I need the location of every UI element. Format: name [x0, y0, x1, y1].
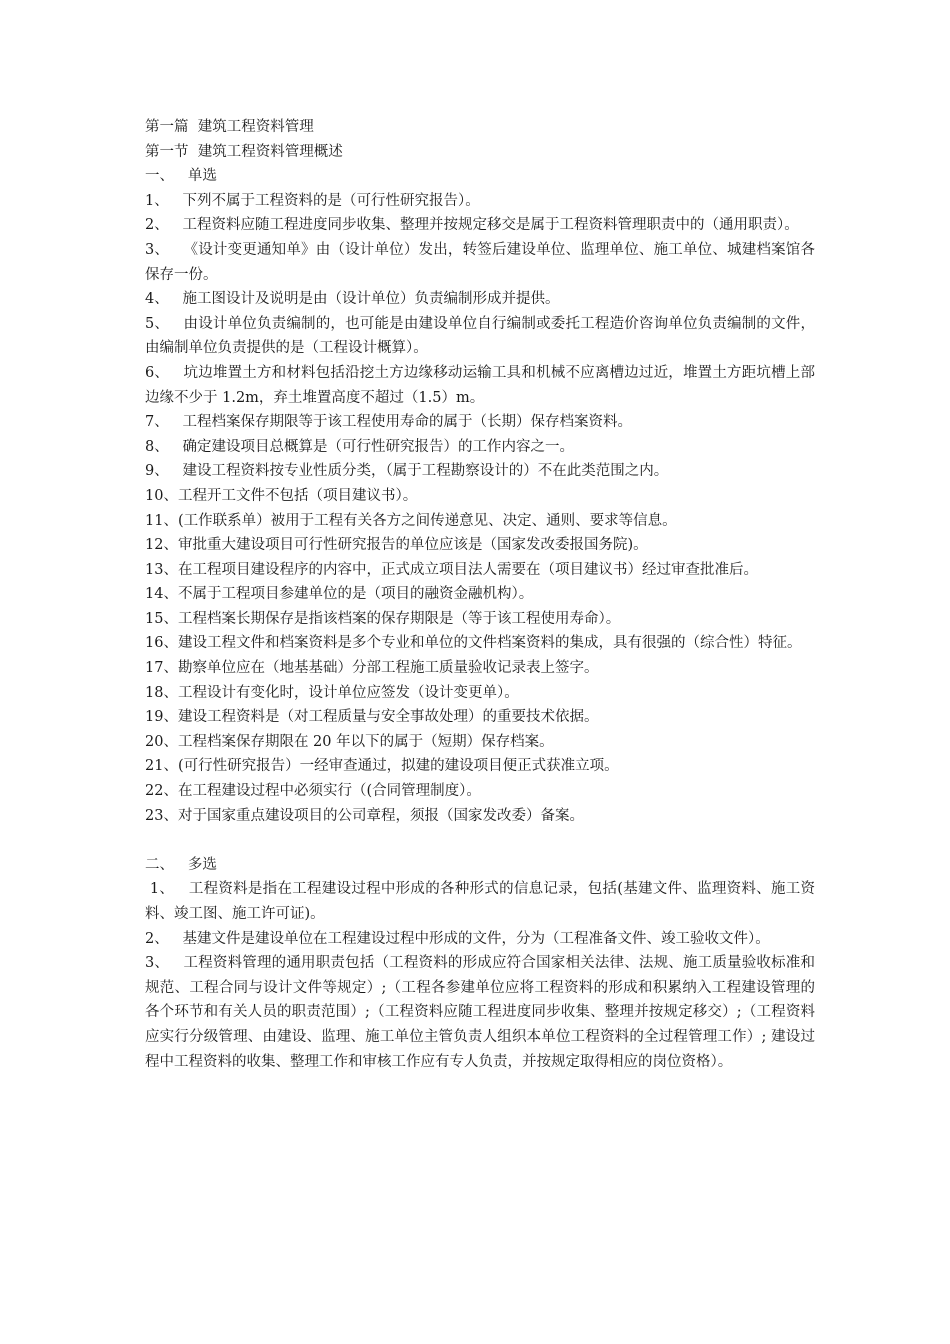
- single-choice-heading: 一、 单选: [145, 168, 217, 185]
- question-item: 4、 施工图设计及说明是由（设计单位）负责编制形成并提供。: [145, 291, 560, 308]
- question-item: 2、 基建文件是建设单位在工程建设过程中形成的文件，分为（工程准备文件、竣工验收文件）。: [145, 930, 770, 947]
- question-item: 17、勘察单位应在（地基基础）分部工程施工质量验收记录表上签字。: [145, 660, 599, 677]
- question-item: 21、(可行性研究报告）一经审查通过，拟建的建设项目便正式获准立项。: [145, 758, 619, 775]
- question-item: 20、工程档案保存期限在 20 年以下的属于（短期）保存档案。: [145, 733, 554, 750]
- question-item: 6、 坑边堆置土方和材料包括沿挖土方边缘移动运输工具和机械不应离槽边过近，堆置土方距坑槽上部边缘不少于 1.2m，弃土堆置高度不超过（1.5）m。: [145, 364, 815, 406]
- question-item: 11、(工作联系单）被用于工程有关各方之间传递意见、决定、通则、要求等信息。: [145, 512, 677, 529]
- question-item: 5、 由设计单位负责编制的，也可能是由建设单位自行编制或委托工程造价咨询单位负责编制的文件，由编制单位负责提供的是（工程设计概算）。: [145, 315, 815, 357]
- question-item: 9、 建设工程资料按专业性质分类，（属于工程勘察设计的）不在此类范围之内。: [145, 463, 669, 480]
- question-item: 2、 工程资料应随工程进度同步收集、整理并按规定移交是属于工程资料管理职责中的（通用职责）。: [145, 217, 799, 234]
- question-item: 16、建设工程文件和档案资料是多个专业和单位的文件档案资料的集成，具有很强的（综合性）特征。: [145, 635, 802, 652]
- question-item: 14、不属于工程项目参建单位的是（项目的融资金融机构）。: [145, 586, 534, 603]
- question-item: 22、在工程建设过程中必须实行（(合同管理制度）。: [145, 783, 481, 800]
- question-item: 13、在工程项目建设程序的内容中，正式成立项目法人需要在（项目建议书）经过审查批准后。: [145, 561, 758, 578]
- question-item: 19、建设工程资料是（对工程质量与安全事故处理）的重要技术依据。: [145, 709, 599, 726]
- question-item: 3、 《设计变更通知单》由（设计单位）发出，转签后建设单位、监理单位、施工单位、城建档案馆各保存一份。: [145, 241, 815, 283]
- question-item: 7、 工程档案保存期限等于该工程使用寿命的属于（长期）保存档案资料。: [145, 414, 633, 431]
- question-item: 10、工程开工文件不包括（项目建议书）。: [145, 487, 418, 504]
- document-page: [145, 115, 815, 1074]
- question-item: 3、 工程资料管理的通用职责包括（工程资料的形成应符合国家相关法律、法规、施工质量验收标准和规范、工程合同与设计文件等规定）;（工程各参建单位应将工程资料的形成和积累纳入工程建设管理的各个环节和有关人员的职责范围）;（工程资料应随工程进度同步收集、整理并按规定移交）;（工程资料应实行分级管理、由建设、监理、施工单位主管负责人组织本单位工程资料的全过程管理工作）; 建设过程中工程资料的收集、整理工作和审核工作应有专人负责，并按规定取得相应的岗位资格）。: [145, 955, 815, 1070]
- question-item: 15、工程档案长期保存是指该档案的保存期限是（等于该工程使用寿命）。: [145, 610, 621, 627]
- section-spacer: [145, 828, 815, 853]
- question-item: 18、工程设计有变化时，设计单位应签发（设计变更单）。: [145, 684, 519, 701]
- question-item: 1、 工程资料是指在工程建设过程中形成的各种形式的信息记录，包括(基建文件、监理资料、施工资料、竣工图、施工许可证)。: [145, 881, 815, 922]
- multi-choice-heading: 二、 多选: [145, 856, 217, 873]
- section-title: 第一节 建筑工程资料管理概述: [145, 143, 343, 160]
- question-item: 8、 确定建设项目总概算是（可行性研究报告）的工作内容之一。: [145, 438, 575, 455]
- part-title: 第一篇 建筑工程资料管理: [145, 119, 314, 135]
- question-item: 23、对于国家重点建设项目的公司章程，须报（国家发改委）备案。: [145, 807, 584, 824]
- question-item: 1、 下列不属于工程资料的是（可行性研究报告）。: [145, 192, 480, 209]
- question-item: 12、审批重大建设项目可行性研究报告的单位应该是（国家发改委报国务院)。: [145, 537, 648, 554]
